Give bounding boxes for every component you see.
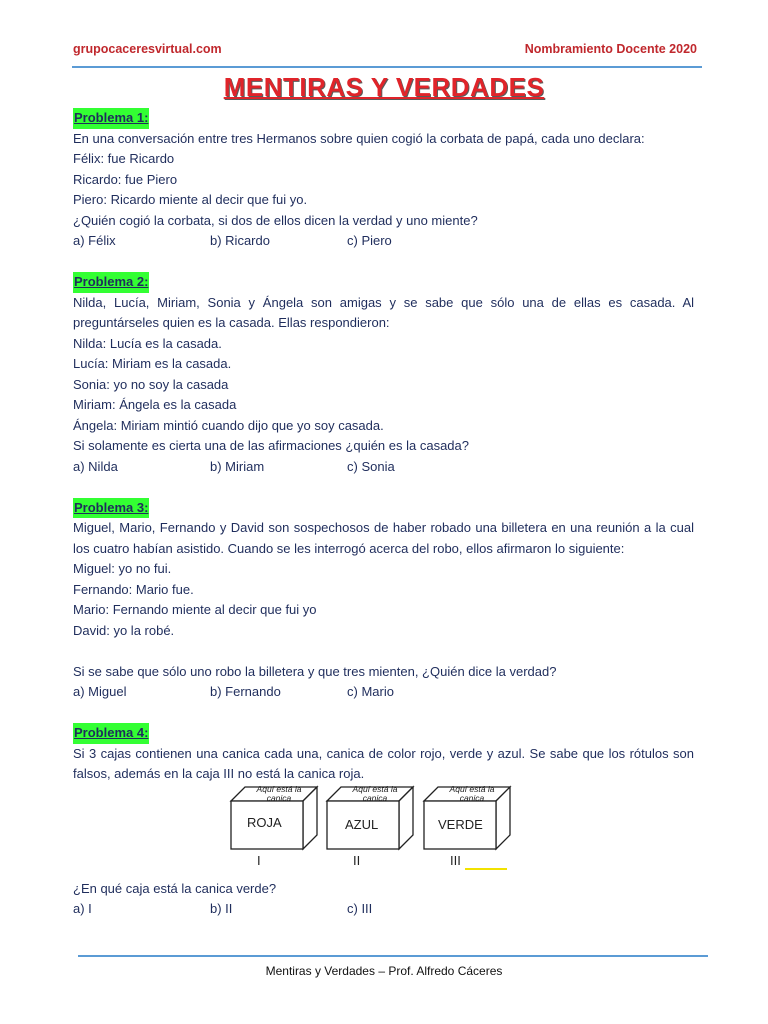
- box-roja: [229, 785, 319, 851]
- box-numeral: I: [257, 852, 261, 868]
- header-site: grupocaceresvirtual.com: [73, 42, 222, 56]
- box-label: AZUL: [345, 816, 379, 832]
- problem-3-line: Fernando: Mario fue.: [73, 581, 194, 597]
- problem-3-line: David: yo la robé.: [73, 622, 175, 638]
- problem-1-line: Ricardo: fue Piero: [73, 171, 178, 187]
- option: c) Mario: [347, 684, 394, 699]
- box-lid-text: Aquí está la canica: [449, 783, 495, 803]
- option: a) Miguel: [73, 684, 127, 699]
- problem-1-line: Piero: Ricardo miente al decir que fui yo.: [73, 192, 308, 207]
- problem-3-question: Si se sabe que sólo uno robo la billetera y que tres mienten, ¿Quién dice la verdad?: [73, 663, 557, 679]
- yellow-underline: [465, 868, 507, 870]
- problem-2-line: Nilda: Lucía es la casada.: [73, 335, 222, 351]
- problem-2-heading: Problema 2:: [73, 272, 149, 293]
- problem-3-heading: Problema 3:: [73, 498, 149, 519]
- problem-1-line: Félix: fue Ricardo: [73, 151, 175, 166]
- problem-1-line: ¿Quién cogió la corbata, si dos de ellos dicen la verdad y uno miente?: [73, 212, 478, 228]
- page-title: MENTIRAS Y VERDADES: [223, 72, 545, 102]
- problem-1-options: [73, 231, 694, 252]
- problem-4-question: ¿En qué caja está la canica verde?: [73, 880, 277, 896]
- document-body: [73, 108, 694, 920]
- page-header: [73, 42, 697, 56]
- problem-2-options: [73, 457, 694, 478]
- option: b) II: [210, 901, 233, 916]
- problem-3-intro: Miguel, Mario, Fernando y David son sospechosos de haber robado una billetera en una reunión a la cual los cuatro habían asistido. Cuando se les interrogó acerca del robo, ellos afirmaron lo siguiente:: [73, 520, 694, 556]
- box-lid-text: Aquí está la canica: [352, 783, 398, 803]
- problem-3-line: Mario: Fernando miente al decir que fui yo: [73, 602, 317, 617]
- page-footer: Mentiras y Verdades – Prof. Alfredo Cáceres: [265, 964, 503, 978]
- problem-2-line: Sonia: yo no soy la casada: [73, 376, 229, 392]
- option: c) Sonia: [347, 458, 395, 474]
- problem-2-line: Lucía: Miriam es la casada.: [73, 356, 232, 371]
- option: a) Nilda: [73, 458, 118, 474]
- box-label: VERDE: [438, 816, 483, 832]
- problem-4-options: [73, 899, 694, 920]
- problem-2-line: Si solamente es cierta una de las afirmaciones ¿quién es la casada?: [73, 438, 469, 453]
- box-label: ROJA: [247, 814, 282, 830]
- box-numeral: II: [353, 852, 361, 868]
- box-lid-text: Aquí está la canica: [256, 783, 302, 803]
- option: b) Miriam: [210, 458, 265, 474]
- problem-4-heading: Problema 4:: [73, 723, 149, 744]
- box-numeral: III: [450, 852, 461, 868]
- box-verde: [422, 785, 512, 851]
- header-rule: [72, 66, 702, 68]
- header-right: Nombramiento Docente 2020: [524, 42, 697, 56]
- problem-3-line: Miguel: yo no fui.: [73, 561, 172, 576]
- boxes-figure: [219, 785, 559, 879]
- problem-3-options: [73, 682, 694, 703]
- option: a) Félix: [73, 233, 116, 248]
- problem-2-line: Ángela: Miriam mintió cuando dijo que yo soy casada.: [73, 417, 384, 433]
- box-azul: [325, 785, 415, 851]
- footer-rule: [78, 955, 708, 957]
- option: b) Fernando: [210, 684, 281, 699]
- option: a) I: [73, 901, 92, 916]
- option: c) Piero: [347, 233, 392, 248]
- problem-2-intro: Nilda, Lucía, Miriam, Sonia y Ángela son amigas y se sabe que sólo una de ellas es casada. Al preguntárseles quien es la casada. Ellas respondieron:: [73, 294, 694, 330]
- option: b) Ricardo: [210, 233, 270, 248]
- problem-4-intro: Si 3 cajas contienen una canica cada una, canica de color rojo, verde y azul. Se sabe que los rótulos son falsos, además en la caja III no está la canica roja.: [73, 745, 694, 781]
- problem-1-heading: Problema 1:: [73, 108, 149, 129]
- option: c) III: [347, 901, 373, 916]
- problem-1-line: En una conversación entre tres Hermanos sobre quien cogió la corbata de papá, cada uno declara:: [73, 130, 645, 146]
- problem-2-line: Miriam: Ángela es la casada: [73, 397, 237, 412]
